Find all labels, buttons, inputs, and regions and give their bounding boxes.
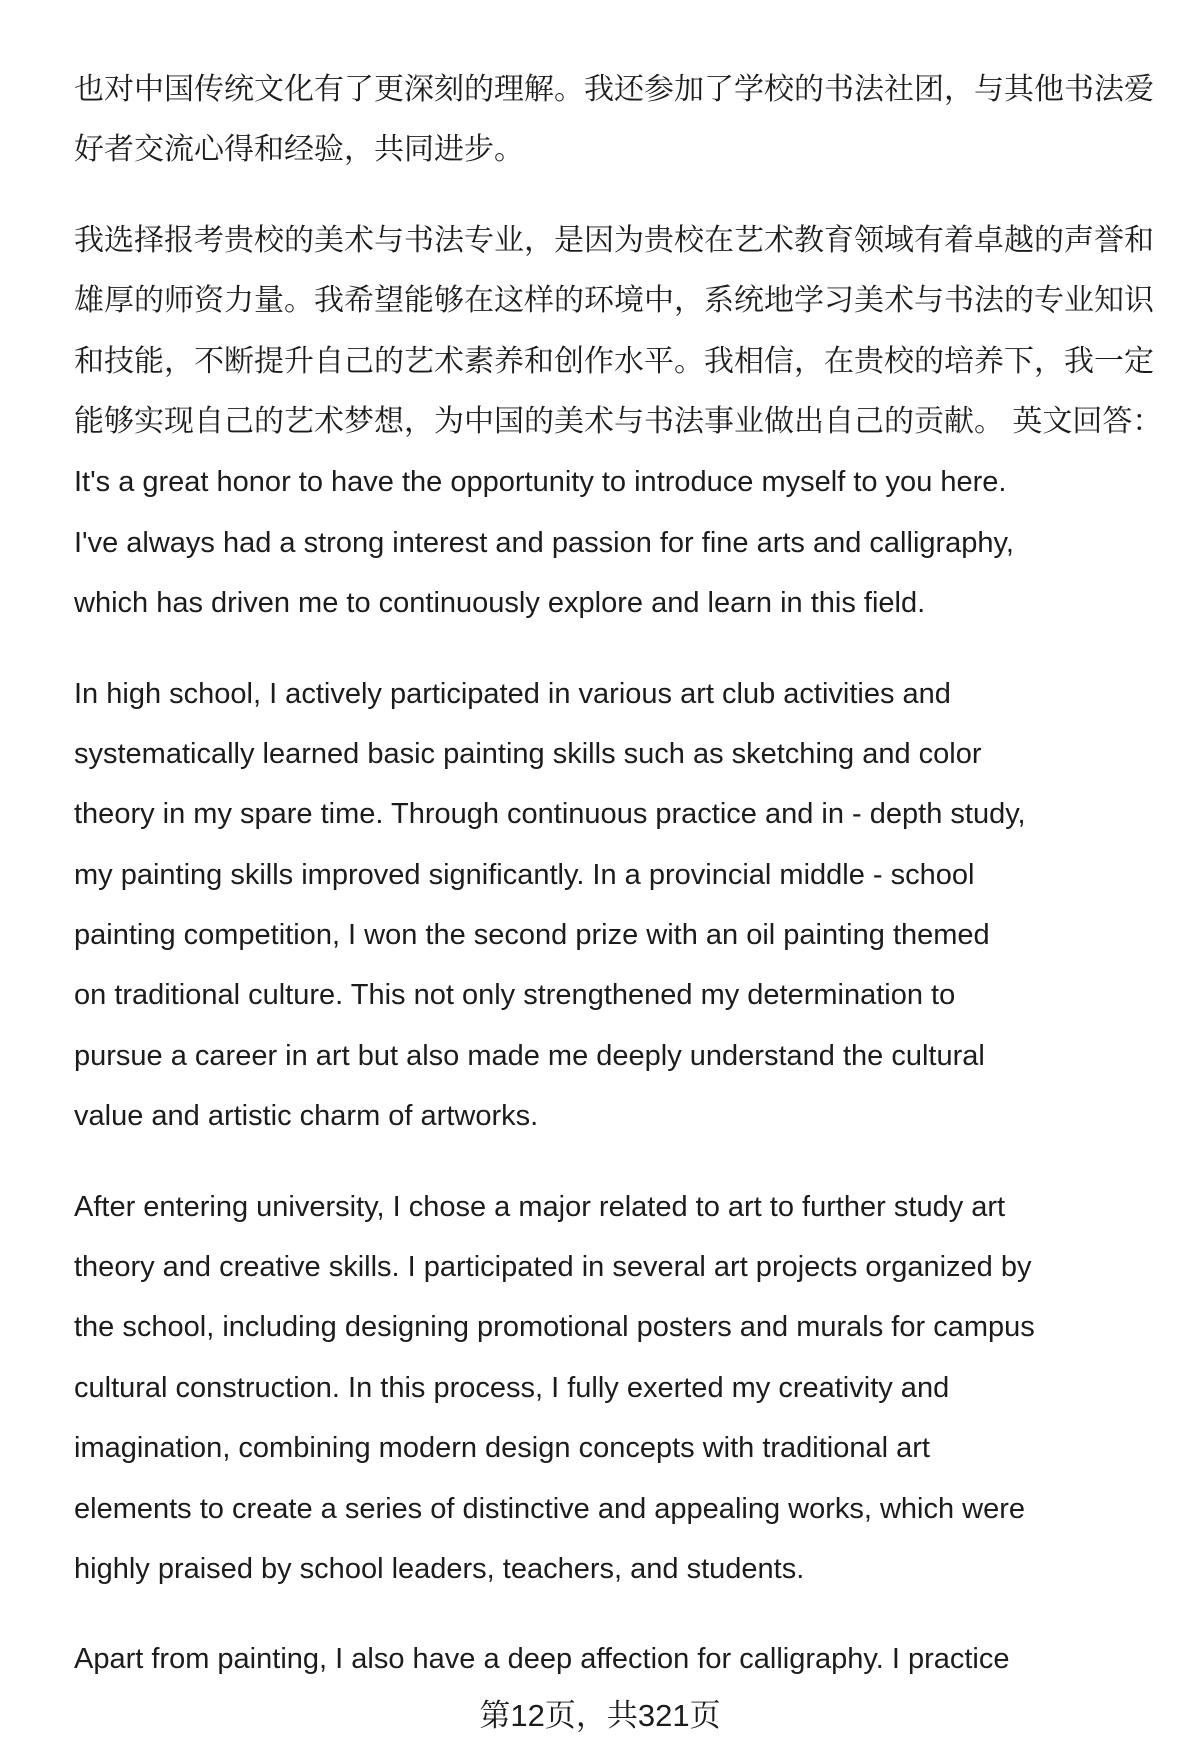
text-line: 雄厚的师资力量。我希望能够在这样的环境中，系统地学习美术与书法的专业知识 bbox=[74, 284, 1154, 318]
text-line: After entering university, I chose a major related to art to further study art bbox=[74, 1190, 1006, 1223]
text-line: Apart from painting, I also have a deep affection for calligraphy. I practice bbox=[74, 1643, 1010, 1676]
text-line: which has driven me to continuously explore and learn in this field. bbox=[74, 587, 926, 620]
text-line: 和技能，不断提升自己的艺术素养和创作水平。我相信，在贵校的培养下，我一定 bbox=[74, 344, 1154, 378]
document-body bbox=[74, 60, 1184, 1720]
text-line: systematically learned basic painting skills such as sketching and color bbox=[74, 737, 982, 770]
text-line: 也对中国传统文化有了更深刻的理解。我还参加了学校的书法社团，与其他书法爱 bbox=[74, 73, 1154, 106]
text-line: cultural construction. In this process, I fully exerted my creativity and bbox=[74, 1371, 950, 1404]
text-line: elements to create a series of distinctive and appealing works, which were bbox=[74, 1492, 1026, 1525]
text-line: In high school, I actively participated in various art club activities and bbox=[74, 677, 951, 710]
text-line: 好者交流心得和经验，共同进步。 bbox=[74, 133, 524, 167]
text-line: 能够实现自己的艺术梦想，为中国的美术与书法事业做出自己的贡献。 英文回答： bbox=[74, 404, 1163, 438]
paragraph bbox=[74, 664, 1184, 1147]
text-line: 我选择报考贵校的美术与书法专业，是因为贵校在艺术教育领域有着卓越的声誉和 bbox=[74, 223, 1154, 257]
text-line: I've always had a strong interest and passion for fine arts and calligraphy, bbox=[74, 526, 1014, 559]
paragraph bbox=[74, 1177, 1184, 1600]
text-line: theory in my spare time. Through continuous practice and in - depth study, bbox=[74, 798, 1026, 831]
page-number: 第12页，共321页 bbox=[479, 1698, 721, 1733]
text-line: pursue a career in art but also made me deeply understand the cultural bbox=[74, 1039, 985, 1072]
text-line: highly praised by school leaders, teachers, and students. bbox=[74, 1552, 805, 1585]
paragraph bbox=[74, 1629, 1184, 1689]
text-line: theory and creative skills. I participated in several art projects organized by bbox=[74, 1251, 1032, 1284]
paragraph bbox=[74, 60, 1184, 181]
text-line: on traditional culture. This not only strengthened my determination to bbox=[74, 979, 956, 1012]
text-line: my painting skills improved significantly. In a provincial middle - school bbox=[74, 858, 975, 891]
text-line: imagination, combining modern design concepts with traditional art bbox=[74, 1432, 930, 1465]
text-line: painting competition, I won the second prize with an oil painting themed bbox=[74, 919, 990, 952]
text-line: It's a great honor to have the opportunity to introduce myself to you here. bbox=[74, 466, 1007, 499]
paragraph bbox=[74, 211, 1184, 634]
text-line: the school, including designing promotional posters and murals for campus bbox=[74, 1311, 1035, 1344]
text-line: value and artistic charm of artworks. bbox=[74, 1100, 539, 1133]
